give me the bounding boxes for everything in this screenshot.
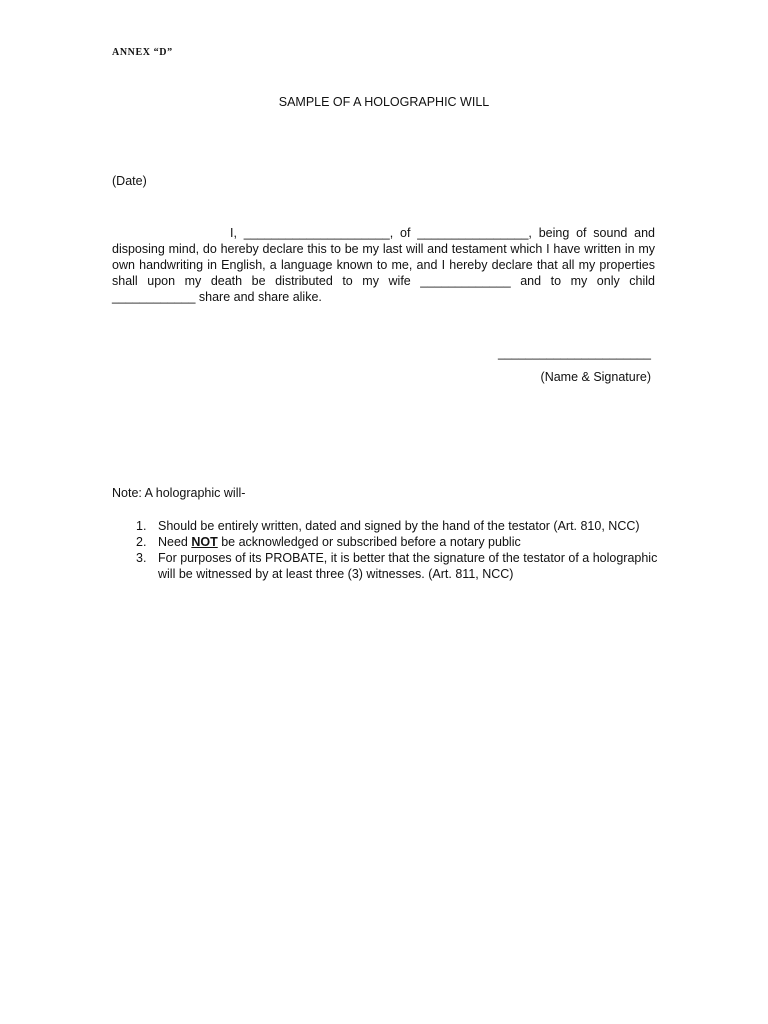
list-item-text: Should be entirely written, dated and signed by the hand of the testator (Art. 810, NCC)	[158, 519, 640, 533]
list-item-text-pre: Need	[158, 535, 192, 549]
list-item	[112, 518, 672, 534]
list-item-text: For purposes of its PROBATE, it is better that the signature of the testator of a holographic will be witnessed by at least three (3) witnesses. (Art. 811, NCC)	[158, 551, 658, 581]
emphasis-not: NOT	[191, 535, 218, 549]
will-declaration-text: I, _____________________, of ________________, being of sound and disposing mind, do hereby declare this to be my last will and testament which I have written in my own handwriting in English, a language known to me, and I hereby declare that all my properties shall upon my death be distributed to my wife _____________ and to my only child ____________ share and share alike.	[112, 226, 655, 304]
note-heading: Note: A holographic will-	[112, 486, 246, 500]
list-item	[112, 550, 672, 582]
note-list	[112, 518, 672, 582]
list-item-number: 2.	[136, 535, 147, 549]
list-item-number: 1.	[136, 519, 147, 533]
signature-line: ______________________	[498, 346, 651, 360]
date-placeholder: (Date)	[112, 174, 147, 188]
will-declaration-paragraph	[112, 225, 655, 305]
list-item-text-post: be acknowledged or subscribed before a notary public	[217, 535, 521, 549]
list-item-number: 3.	[136, 551, 147, 565]
list-item	[112, 534, 672, 550]
signature-label: (Name & Signature)	[540, 370, 651, 384]
document-title: SAMPLE OF A HOLOGRAPHIC WILL	[278, 95, 490, 109]
annex-label: ANNEX “D”	[112, 47, 173, 58]
